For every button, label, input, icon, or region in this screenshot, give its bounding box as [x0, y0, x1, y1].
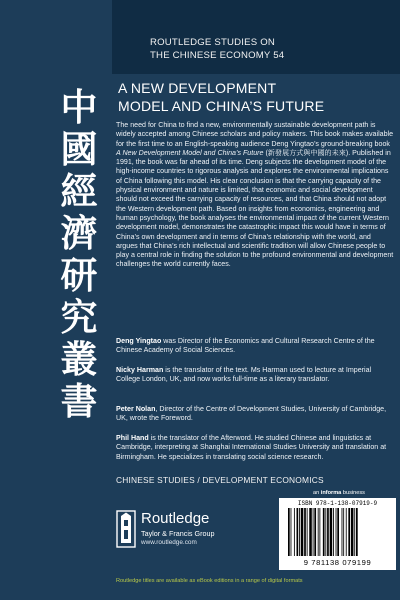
barcode-bar: [288, 508, 290, 556]
bio-text: is the translator of the text. Ms Harman used to lecture at Imperial College London, UK, and now works full-time as a literary translator.: [116, 366, 372, 384]
chinese-series-title: [56, 86, 102, 422]
barcode-bar: [313, 508, 314, 556]
isbn-text: ISBN 978-1-138-07919-9: [297, 500, 378, 507]
barcode-bar: [309, 508, 312, 556]
blurb-chinese-title: (新發展方式與中國的未來): [263, 148, 349, 157]
barcode-number: 9 781138 079199: [303, 558, 372, 567]
chinese-char: 研: [60, 253, 98, 297]
chinese-char: 叢: [60, 337, 98, 381]
barcode-bar: [318, 508, 319, 556]
barcode-bar: [323, 508, 325, 556]
informa-name: informa: [320, 490, 342, 496]
subject-categories: CHINESE STUDIES / DEVELOPMENT ECONOMICS: [116, 475, 324, 485]
bio-deng-yingtao: [116, 337, 394, 356]
informa-suffix: business: [341, 490, 365, 496]
barcode-bar: [299, 508, 300, 556]
bio-text: was Director of the Economics and Cultural Research Centre of the Chinese Academy of Social Sciences.: [116, 337, 375, 355]
chinese-char: 中: [60, 85, 98, 129]
book-title-line-1: A NEW DEVELOPMENT: [118, 80, 277, 96]
blurb-part-2: . Published in 1991, the book was far ahead of its time. Deng subjects the development model of the high-income countries to rigorous analysis and explores the environmental implications of China following this model. His clear conclusion is that the carrying capacity of the physical environment and nature is limited, that economic and social development should not exceed the carrying capacity of resources, and that China should not adopt the Western development path. Based on insights from economics, engineering and human psychology, the book analyses the environmental impact of the current Western development model, demonstrates the catastrophic impact this would have in terms of China’s own development and in terms of China’s relationship with the world, and argues that China’s rich intellectual and scientific tradition will allow Chinese people to play a central role in finding the solution to the profound environmental and development challenges the world currently faces.: [116, 148, 394, 269]
barcode-bar: [348, 508, 350, 556]
barcode-bars: [287, 508, 388, 558]
bio-peter-nolan: [116, 405, 394, 424]
barcode-bar: [291, 508, 292, 556]
book-title-line-2: MODEL AND CHINA’S FUTURE: [118, 98, 325, 114]
ebook-note: Routledge titles are available as eBook editions in a range of digital formats: [116, 578, 303, 584]
bio-nicky-harman: [116, 366, 394, 385]
publisher-name: Routledge: [141, 510, 210, 527]
bio-phil-hand: [116, 434, 394, 462]
barcode-bar: [294, 508, 295, 556]
book-description: [116, 121, 394, 270]
publisher-url[interactable]: www.routledge.com: [141, 539, 197, 546]
barcode-bar: [346, 508, 347, 556]
barcode-bar: [307, 508, 308, 556]
barcode-bar: [356, 508, 358, 556]
bio-name: Phil Hand: [116, 434, 149, 442]
chinese-char: 究: [60, 295, 98, 339]
bio-name: Nicky Harman: [116, 366, 164, 374]
series-line-2: THE CHINESE ECONOMY 54: [150, 50, 285, 61]
book-title: [118, 79, 388, 115]
barcode-bar: [297, 508, 299, 556]
bio-name: Peter Nolan: [116, 405, 156, 413]
barcode-bar: [330, 508, 333, 556]
barcode-bar: [327, 508, 329, 556]
informa-prefix: an: [313, 490, 321, 496]
chinese-char: 經: [60, 169, 98, 213]
barcode-bar: [325, 508, 326, 556]
barcode-bar: [351, 508, 354, 556]
barcode-bar: [333, 508, 334, 556]
barcode-bar: [301, 508, 304, 556]
barcode-bar: [336, 508, 337, 556]
barcode-bar: [337, 508, 339, 556]
publisher-group: Taylor & Francis Group: [141, 529, 215, 538]
barcode-bar: [314, 508, 316, 556]
chinese-char: 濟: [60, 211, 98, 255]
chinese-char: 國: [60, 127, 98, 171]
bio-text: is the translator of the Afterword. He studied Chinese and linguistics at Cambridge, interpreting at Shanghai International Studies University and translation at Birmingham. He specializes in translating social science research.: [116, 434, 387, 461]
blurb-part-1: The need for China to find a new, environmentally sustainable development path is widely accepted among Chinese scholars and policy makers. This book makes available for the first time to an English-speaking audience Deng Yingtao’s ground-breaking book: [116, 121, 394, 148]
bio-name: Deng Yingtao: [116, 337, 162, 345]
informa-business-label: [313, 490, 365, 496]
bio-text: , Director of the Centre of Development Studies, University of Cambridge, UK, wrote the Foreword.: [116, 405, 387, 423]
chinese-char: 書: [60, 379, 98, 423]
routledge-tower-icon: [116, 510, 136, 548]
barcode-bar: [342, 508, 343, 556]
barcode-bar: [343, 508, 344, 556]
barcode-bar: [354, 508, 355, 556]
series-line-1: ROUTLEDGE STUDIES ON: [150, 37, 276, 48]
barcode-bar: [319, 508, 320, 556]
barcode: [279, 498, 396, 570]
blurb-book-title: A New Development Model and China’s Future: [116, 148, 264, 157]
barcode-bar: [304, 508, 306, 556]
